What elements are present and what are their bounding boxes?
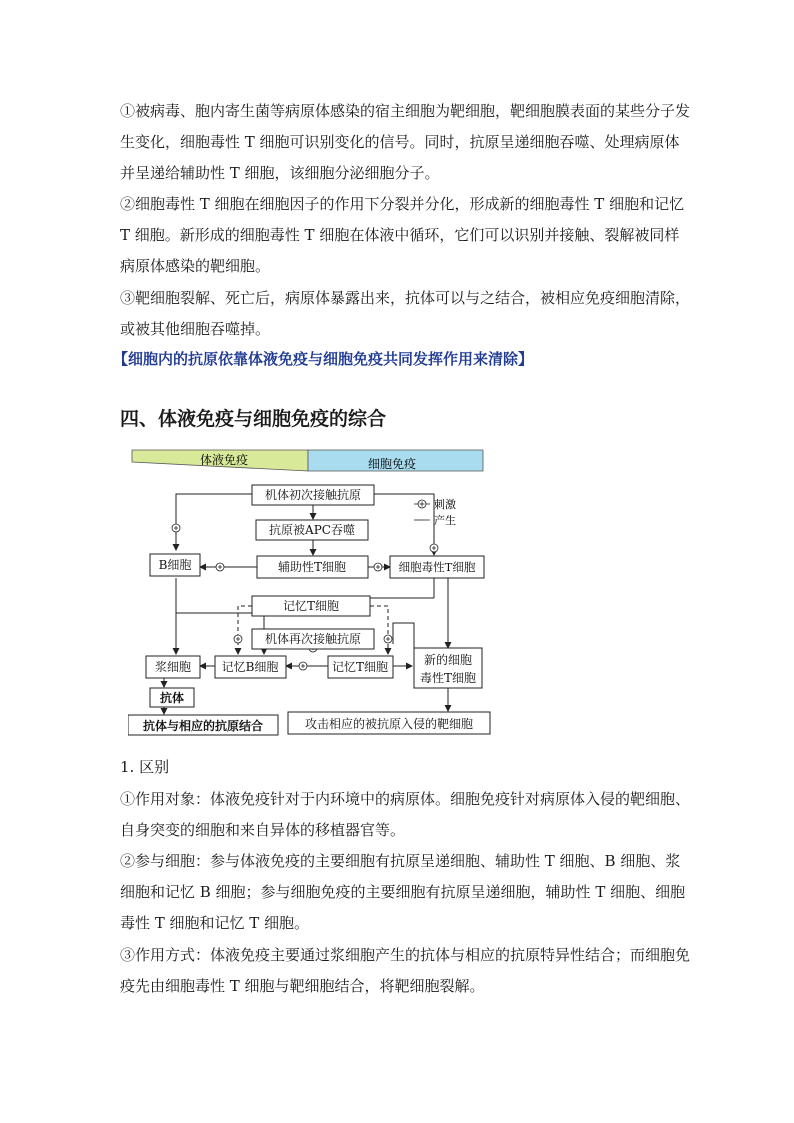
second-contact-label: 机体再次接触抗原 (264, 632, 362, 646)
memory-t-top-label: 记忆T细胞 (282, 599, 340, 613)
legend-stimulate-label: 刺激 (434, 498, 456, 511)
apc-label: 抗原被APC吞噬 (269, 523, 355, 537)
new-cytotoxic-label-1: 新的细胞 (423, 653, 473, 667)
intro-paragraph-2: ②细胞毒性 T 细胞在细胞因子的作用下分裂并分化，形成新的细胞毒性 T 细胞和记忆 T 细胞。新形成的细胞毒性 T 细胞在体液中循环，它们可以识别并接触、裂解被同样病原体感染的靶细胞。 (120, 195, 685, 275)
antibody-label: 抗体 (159, 691, 185, 705)
plasma-label: 浆细胞 (154, 660, 192, 674)
intro-paragraph-3: ③靶细胞裂解、死亡后，病原体暴露出来，抗体可以与之结合，被相应免疫细胞清除，或被其他细胞吞噬掉。 (120, 289, 691, 338)
intro-paragraph-1: ①被病毒、胞内寄生菌等病原体感染的宿主细胞为靶细胞，靶细胞膜表面的某些分子发生变化，细胞毒性 T 细胞可识别变化的信号。同时，抗原呈递细胞吞噬、处理病原体并呈递给辅助性 T 细胞，该细胞分泌细胞分子。 (120, 102, 691, 182)
memory-b-label: 记忆B细胞 (221, 660, 279, 674)
helper-t-label: 辅助性T细胞 (277, 560, 347, 574)
b-cell-label: B细胞 (158, 558, 192, 572)
section-title: 四、体液免疫与细胞免疫的综合 (120, 408, 387, 430)
diff-paragraph-1: ①作用对象：体液免疫针对于内环境中的病原体。细胞免疫针对病原体入侵的靶细胞、自身突变的细胞和来自异体的移植器官等。 (120, 790, 691, 839)
diff-paragraph-2: ②参与细胞：参与体液免疫的主要细胞有抗原呈递细胞、辅助性 T 细胞、B 细胞、浆细胞和记忆 B 细胞；参与细胞免疫的主要细胞有抗原呈递细胞，辅助性 T 细胞、细胞毒性 T 细胞和记忆 T 细胞。 (120, 852, 686, 932)
legend-produce-label: 产生 (434, 514, 456, 527)
first-contact-label: 机体初次接触抗原 (264, 488, 362, 502)
cytotoxic-t-label: 细胞毒性T细胞 (398, 560, 476, 574)
diff-paragraph-3: ③作用方式：体液免疫主要通过浆细胞产生的抗体与相应的抗原特异性结合；而细胞免疫先由细胞毒性 T 细胞与靶细胞结合，将靶细胞裂解。 (120, 946, 691, 995)
cellular-header-label: 细胞免疫 (368, 457, 417, 471)
attack-label: 攻击相应的被抗原入侵的靶细胞 (304, 717, 474, 731)
new-cytotoxic-label-2: 毒性T细胞 (419, 671, 477, 685)
immune-diagram (128, 448, 494, 740)
memory-t-label: 记忆T细胞 (331, 660, 389, 674)
highlight-note: 【细胞内的抗原依靠体液免疫与细胞免疫共同发挥作用来清除】 (113, 350, 534, 368)
antibody-bind-label: 抗体与相应的抗原结合 (142, 719, 264, 733)
diff-title: 1. 区别 (120, 758, 170, 776)
humoral-header-label: 体液免疫 (200, 453, 249, 467)
